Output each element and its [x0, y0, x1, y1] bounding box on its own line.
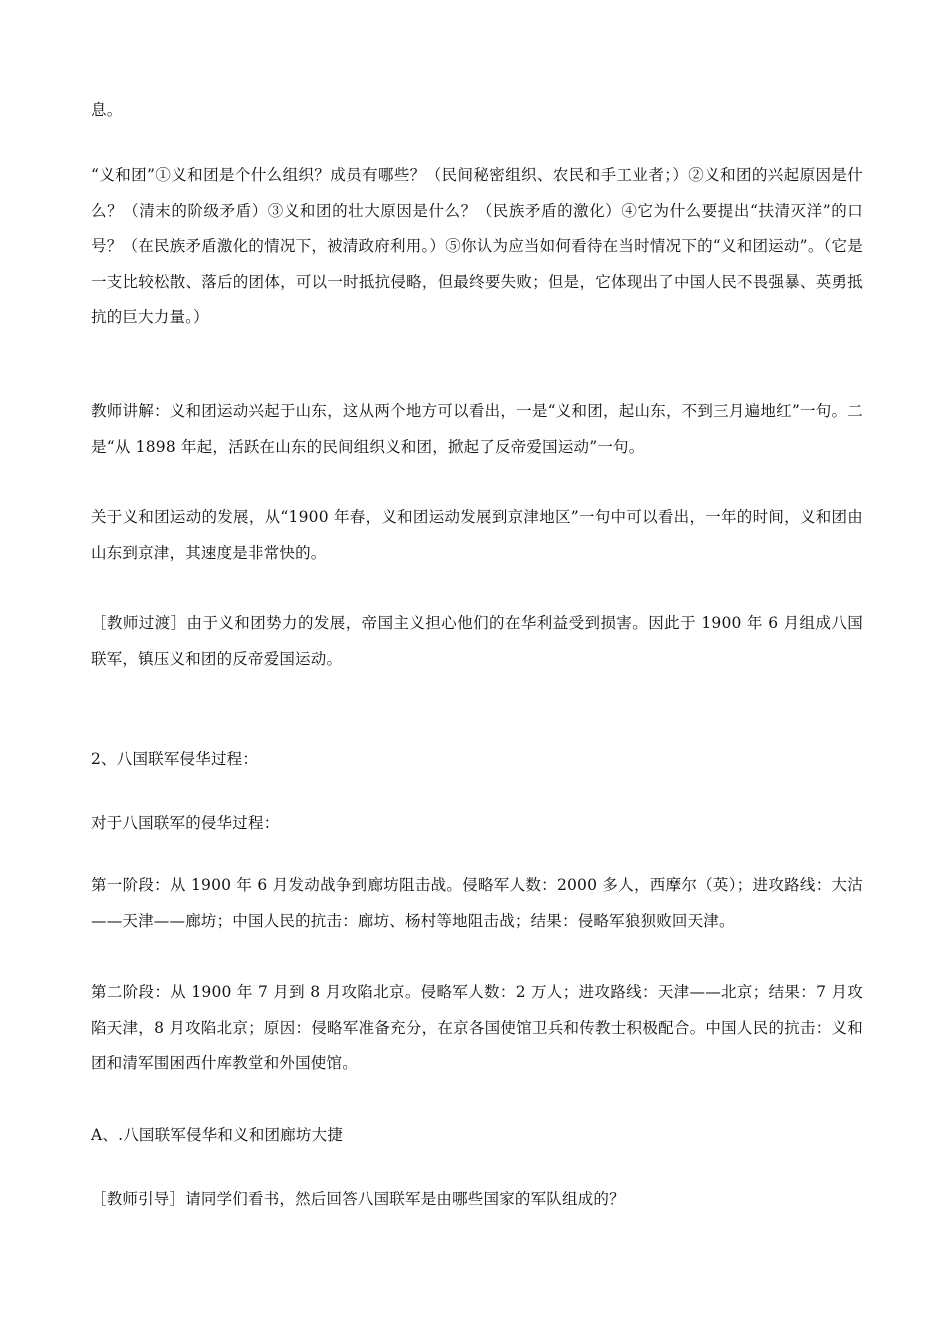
- paragraph-stage-one: 第一阶段：从 1900 年 6 月发动战争到廊坊阻击战。侵略军人数：2000 多人，西摩尔（英）；进攻路线：大沽——天津——廊坊；中国人民的抗击：廊坊、杨村等地阻击战；结果：侵略军狼狈败回天津。: [91, 876, 863, 930]
- paragraph-teacher-guidance: ［教师引导］请同学们看书，然后回答八国联军是由哪些国家的军队组成的？: [91, 1190, 625, 1208]
- subheading-langfang-victory: A、.八国联军侵华和义和团廊坊大捷: [91, 1126, 344, 1144]
- paragraph-stage-two: 第二阶段：从 1900 年 7 月到 8 月攻陷北京。侵略军人数：2 万人；进攻路线：天津——北京；结果：7 月攻陷天津，8 月攻陷北京；原因：侵略军准备充分，在京各国使馆卫兵和传教士积极配合。中国人民的抗击：义和团和清军围困西什库教堂和外国使馆。: [91, 983, 863, 1072]
- paragraph-teacher-transition: ［教师过渡］由于义和团势力的发展，帝国主义担心他们的在华利益受到损害。因此于 1900 年 6 月组成八国联军，镇压义和团的反帝爱国运动。: [91, 614, 863, 668]
- paragraph-boxer-development: 关于义和团运动的发展，从“1900 年春，义和团运动发展到京津地区”一句中可以看出，一年的时间，义和团由山东到京津，其速度是非常快的。: [91, 508, 863, 562]
- paragraph-boxer-questions: “义和团”①义和团是个什么组织？成员有哪些？（民间秘密组织、农民和手工业者；）②义和团的兴起原因是什么？（清末的阶级矛盾）③义和团的壮大原因是什么？（民族矛盾的激化）④它为什么要提出“扶清灭洋”的口号？（在民族矛盾激化的情况下，被清政府利用。）⑤你认为应当如何看待在当时情况下的“义和团运动”。（它是一支比较松散、落后的团体，可以一时抵抗侵略，但最终要失败；但是，它体现出了中国人民不畏强暴、英勇抵抗的巨大力量。）: [91, 166, 863, 326]
- paragraph-teacher-explanation: 教师讲解：义和团运动兴起于山东，这从两个地方可以看出，一是“义和团，起山东，不到三月遍地红”一句。二是“从 1898 年起，活跃在山东的民间组织义和团，掀起了反帝爱国运动”一句。: [91, 402, 863, 456]
- paragraph-invasion-intro: 对于八国联军的侵华过程：: [91, 814, 280, 832]
- paragraph-continuation: 息。: [91, 101, 123, 119]
- section-heading-invasion-process: 2、八国联军侵华过程：: [91, 750, 259, 768]
